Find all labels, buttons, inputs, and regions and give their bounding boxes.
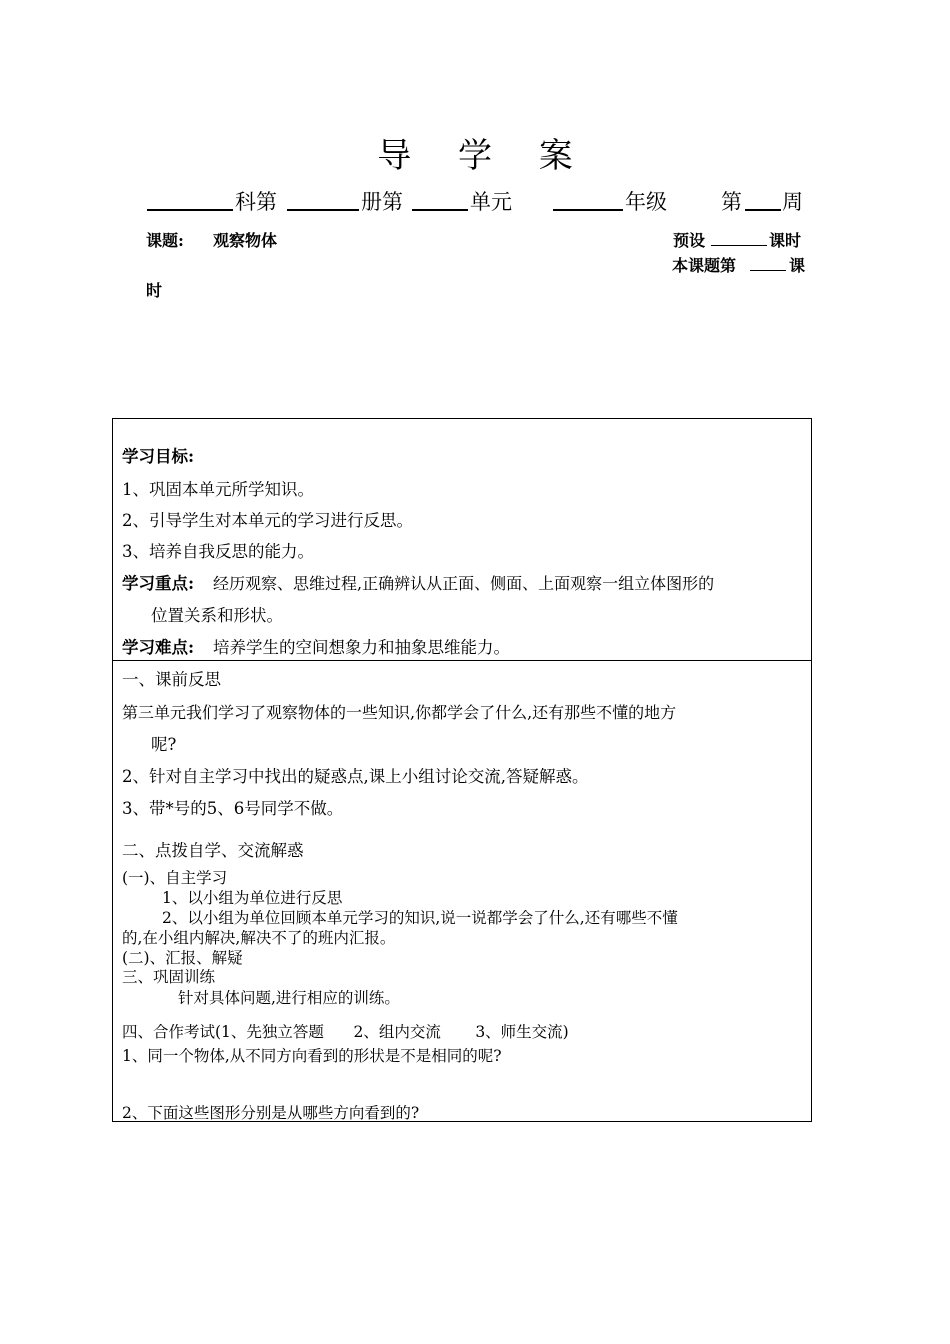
goal-item: 2、引导学生对本单元的学习进行反思。 xyxy=(122,511,413,530)
preset-unit: 课时 xyxy=(769,231,802,250)
subject-label: 科第 xyxy=(235,190,277,214)
topic-label: 课题: xyxy=(146,231,184,250)
volume-blank[interactable] xyxy=(287,209,359,211)
key-points-text-cont: 位置关系和形状。 xyxy=(151,606,283,625)
section-3-text: 针对具体问题,进行相应的训练。 xyxy=(178,989,400,1007)
key-points-text: 经历观察、思维过程,正确辨认从正面、侧面、上面观察一组立体图形的 xyxy=(213,574,715,593)
section-1-item: 2、针对自主学习中找出的疑惑点,课上小组讨论交流,答疑解惑。 xyxy=(122,767,589,786)
unit-blank[interactable] xyxy=(412,209,468,211)
grade-blank[interactable] xyxy=(553,209,623,211)
section-4-title: 四、合作考试(1、先独立答题 2、组内交流 3、师生交流) xyxy=(122,1023,569,1041)
section-2-title: 二、点拨自学、交流解惑 xyxy=(122,841,304,860)
section-2-sub-2: (二)、汇报、解疑 xyxy=(122,949,243,967)
grade-label: 年级 xyxy=(625,190,667,214)
week-prefix: 第 xyxy=(721,190,742,214)
subject-blank[interactable] xyxy=(147,209,233,211)
question-2: 2、下面这些图形分别是从哪些方向看到的? xyxy=(122,1104,420,1122)
difficulty-label: 学习难点: xyxy=(122,638,195,657)
page-title: 导 学 案 xyxy=(377,136,591,176)
lesson-label: 本课题第 xyxy=(672,256,737,275)
section-2-item: 2、以小组为单位回顾本单元学习的知识,说一说都学会了什么,还有哪些不懂 xyxy=(162,909,678,927)
week-suffix: 周 xyxy=(782,190,803,214)
lesson-unit-a: 课 xyxy=(789,256,806,275)
key-points-label: 学习重点: xyxy=(122,574,195,593)
section-1-item: 3、带*号的5、6号同学不做。 xyxy=(122,799,344,818)
section-2-item: 1、以小组为单位进行反思 xyxy=(162,889,343,907)
section-1-paragraph-cont: 呢? xyxy=(151,735,177,754)
lesson-blank[interactable] xyxy=(750,270,786,271)
lesson-unit-b: 时 xyxy=(146,281,163,300)
topic-value: 观察物体 xyxy=(213,231,278,250)
goal-item: 1、巩固本单元所学知识。 xyxy=(122,480,314,499)
goals-heading: 学习目标: xyxy=(122,447,195,466)
section-3-title: 三、巩固训练 xyxy=(122,968,216,986)
week-blank[interactable] xyxy=(745,209,781,211)
section-2-item-cont: 的,在小组内解决,解决不了的班内汇报。 xyxy=(122,929,396,947)
table-divider xyxy=(112,660,812,661)
question-1: 1、同一个物体,从不同方向看到的形状是不是相同的呢? xyxy=(122,1047,502,1065)
section-1-paragraph: 第三单元我们学习了观察物体的一些知识,你都学会了什么,还有那些不懂的地方 xyxy=(122,703,677,722)
goal-item: 3、培养自我反思的能力。 xyxy=(122,542,314,561)
preset-label: 预设 xyxy=(673,231,706,250)
section-2-sub-1: (一)、自主学习 xyxy=(122,869,228,887)
difficulty-text: 培养学生的空间想象力和抽象思维能力。 xyxy=(213,638,510,657)
volume-label: 册第 xyxy=(361,190,403,214)
section-1-title: 一、课前反思 xyxy=(122,670,221,689)
preset-blank[interactable] xyxy=(711,245,767,246)
unit-label: 单元 xyxy=(470,190,512,214)
